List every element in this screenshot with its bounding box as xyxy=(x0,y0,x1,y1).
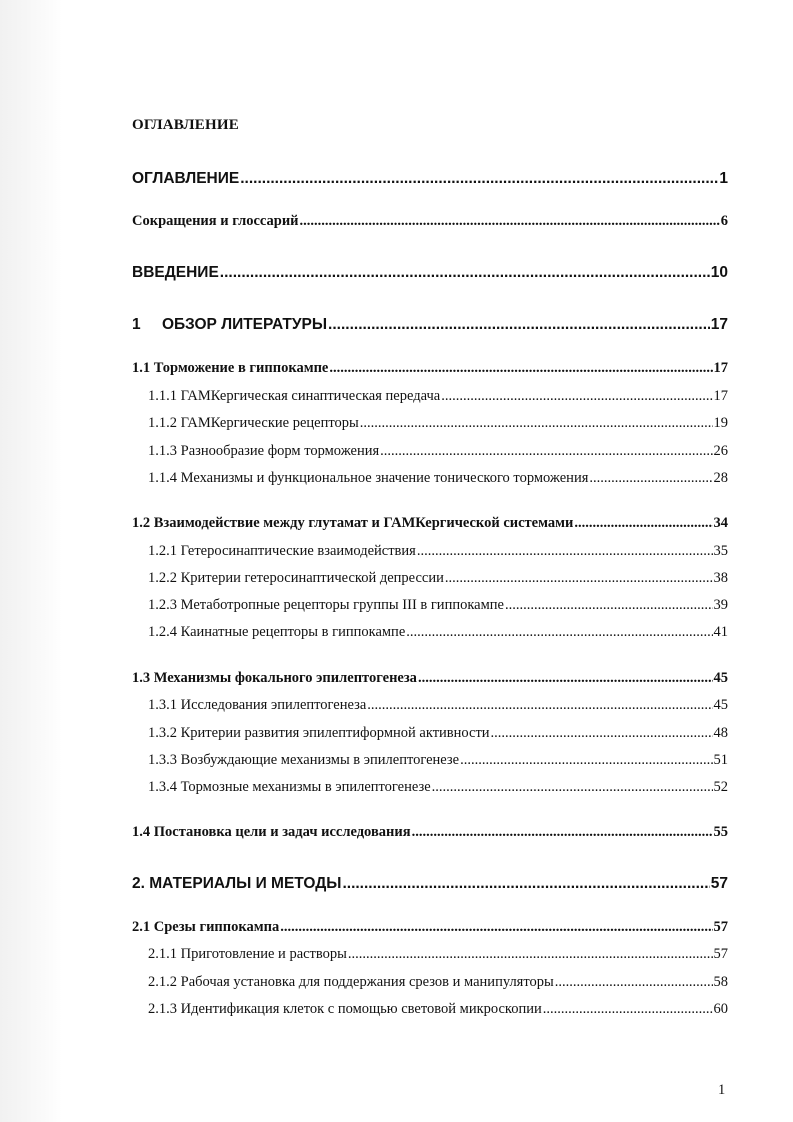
toc-entry-page: 57 xyxy=(713,919,728,935)
toc-entry[interactable] xyxy=(132,213,728,230)
toc-leader-dots xyxy=(417,543,713,560)
toc-entry-page: 19 xyxy=(713,415,728,431)
toc-leader-dots xyxy=(441,388,712,405)
toc-entry-title: 2.1.3 Идентификация клеток с помощью световой микроскопии xyxy=(148,1001,542,1017)
toc-entry-title: 2.1.2 Рабочая установка для поддержания срезов и манипуляторы xyxy=(148,974,554,990)
toc-leader-dots xyxy=(491,725,713,742)
toc-entry[interactable] xyxy=(132,670,728,687)
toc-chapter-number: 1 xyxy=(132,316,141,333)
toc-entry-title: 1.4 Постановка цели и задач исследования xyxy=(132,824,411,840)
toc-entry-page: 52 xyxy=(713,779,728,795)
toc-entry-page: 26 xyxy=(713,443,728,459)
toc-entry[interactable] xyxy=(132,264,728,282)
toc-entry-page: 17 xyxy=(710,316,728,333)
toc-entry-page: 45 xyxy=(713,670,728,686)
toc-leader-dots xyxy=(367,697,712,714)
toc-leader-dots xyxy=(329,360,712,377)
toc-entry-page: 45 xyxy=(713,697,728,713)
toc-leader-dots xyxy=(348,946,713,963)
toc-entry[interactable] xyxy=(148,725,728,742)
toc-entry[interactable] xyxy=(148,946,728,963)
toc-entry[interactable] xyxy=(148,1001,728,1018)
toc-entry-page: 1 xyxy=(719,170,728,187)
toc-entry[interactable] xyxy=(132,824,728,841)
toc-entry-page: 51 xyxy=(713,752,728,768)
toc-entry-title: Сокращения и глоссарий xyxy=(132,213,299,229)
toc-entry[interactable] xyxy=(132,875,728,893)
toc-entry-page: 35 xyxy=(713,543,728,559)
toc-entry-page: 48 xyxy=(713,725,728,741)
toc-entry-title: 1.1.3 Разнообразие форм торможения xyxy=(148,443,380,459)
toc-entry-title: ОГЛАВЛЕНИЕ xyxy=(132,170,240,187)
toc-leader-dots xyxy=(328,316,710,334)
toc-entry-page: 60 xyxy=(713,1001,728,1017)
toc-entry-title: 2. МАТЕРИАЛЫ И МЕТОДЫ xyxy=(132,875,342,892)
toc-entry-title: 1.3.4 Тормозные механизмы в эпилептогенезе xyxy=(148,779,431,795)
toc-entry[interactable] xyxy=(148,597,728,614)
toc-entry[interactable] xyxy=(148,570,728,587)
toc-entry-page: 39 xyxy=(713,597,728,613)
toc-entry-page: 38 xyxy=(713,570,728,586)
toc-entry-title: ОБЗОР ЛИТЕРАТУРЫ xyxy=(162,316,328,333)
toc-entry-page: 34 xyxy=(713,515,728,531)
toc-entry-page: 17 xyxy=(713,388,728,404)
toc-entry-page: 6 xyxy=(720,213,728,229)
toc-entry-title: 1.1.4 Механизмы и функциональное значение тонического торможения xyxy=(148,470,589,486)
toc-entry[interactable] xyxy=(148,443,728,460)
toc-entry[interactable] xyxy=(148,543,728,560)
toc-entry-page: 58 xyxy=(713,974,728,990)
toc-entry-page: 41 xyxy=(713,624,728,640)
toc-entry[interactable] xyxy=(148,752,728,769)
toc-leader-dots xyxy=(380,443,712,460)
toc-leader-dots xyxy=(406,624,712,641)
toc-entry-page: 57 xyxy=(710,875,728,892)
toc-entry-title: 1.1.1 ГАМКергическая синаптическая передача xyxy=(148,388,441,404)
toc-leader-dots xyxy=(574,515,712,532)
toc-entry-title: 1.3.1 Исследования эпилептогенеза xyxy=(148,697,367,713)
toc-entry-page: 10 xyxy=(710,264,728,281)
toc-entry-title: 1.1 Торможение в гиппокампе xyxy=(132,360,329,376)
toc-leader-dots xyxy=(555,974,713,991)
toc-entry[interactable] xyxy=(132,316,728,334)
toc-entry-title: 2.1.1 Приготовление и растворы xyxy=(148,946,347,962)
toc-entry-title: 1.3 Механизмы фокального эпилептогенеза xyxy=(132,670,417,686)
toc-leader-dots xyxy=(445,570,713,587)
toc-entry[interactable] xyxy=(148,697,728,714)
toc-entry[interactable] xyxy=(148,388,728,405)
page-heading: ОГЛАВЛЕНИЕ xyxy=(132,117,239,133)
toc-leader-dots xyxy=(360,415,713,432)
toc-entry-page: 17 xyxy=(713,360,728,376)
toc-leader-dots xyxy=(280,919,712,936)
toc-entry[interactable] xyxy=(132,170,728,188)
toc-entry-page: 57 xyxy=(713,946,728,962)
toc-entry-title: ВВЕДЕНИЕ xyxy=(132,264,219,281)
toc-entry-title: 1.2 Взаимодействие между глутамат и ГАМКергической системами xyxy=(132,515,574,531)
toc-entry[interactable] xyxy=(148,470,728,487)
toc-entry-page: 55 xyxy=(713,824,728,840)
toc-entry-title: 1.2.4 Каинатные рецепторы в гиппокампе xyxy=(148,624,406,640)
toc-entry-title: 1.2.1 Гетеросинаптические взаимодействия xyxy=(148,543,416,559)
toc-entry-title: 1.3.3 Возбуждающие механизмы в эпилептогенезе xyxy=(148,752,460,768)
toc-leader-dots xyxy=(432,779,713,796)
toc-entry[interactable] xyxy=(148,779,728,796)
toc-leader-dots xyxy=(412,824,713,841)
toc-entry[interactable] xyxy=(132,515,728,532)
toc-entry-title: 1.1.2 ГАМКергические рецепторы xyxy=(148,415,359,431)
toc-leader-dots xyxy=(300,213,720,230)
toc-entry[interactable] xyxy=(132,360,728,377)
toc-entry-title: 1.2.3 Метаботропные рецепторы группы III в гиппокампе xyxy=(148,597,504,613)
toc-leader-dots xyxy=(505,597,713,614)
toc-leader-dots xyxy=(543,1001,713,1018)
toc-leader-dots xyxy=(418,670,713,687)
toc-leader-dots xyxy=(240,170,718,188)
page-number: 1 xyxy=(718,1082,726,1098)
toc-entry-page: 28 xyxy=(713,470,728,486)
toc-entry[interactable] xyxy=(132,919,728,936)
toc-entry-title: 2.1 Срезы гиппокампа xyxy=(132,919,280,935)
toc-entry-title: 1.2.2 Критерии гетеросинаптической депрессии xyxy=(148,570,444,586)
toc-leader-dots xyxy=(220,264,710,282)
toc-entry[interactable] xyxy=(148,974,728,991)
toc-entry-title: 1.3.2 Критерии развития эпилептиформной активности xyxy=(148,725,490,741)
toc-entry[interactable] xyxy=(148,415,728,432)
toc-entry[interactable] xyxy=(148,624,728,641)
toc-leader-dots xyxy=(589,470,712,487)
toc-leader-dots xyxy=(342,875,709,893)
toc-leader-dots xyxy=(460,752,712,769)
